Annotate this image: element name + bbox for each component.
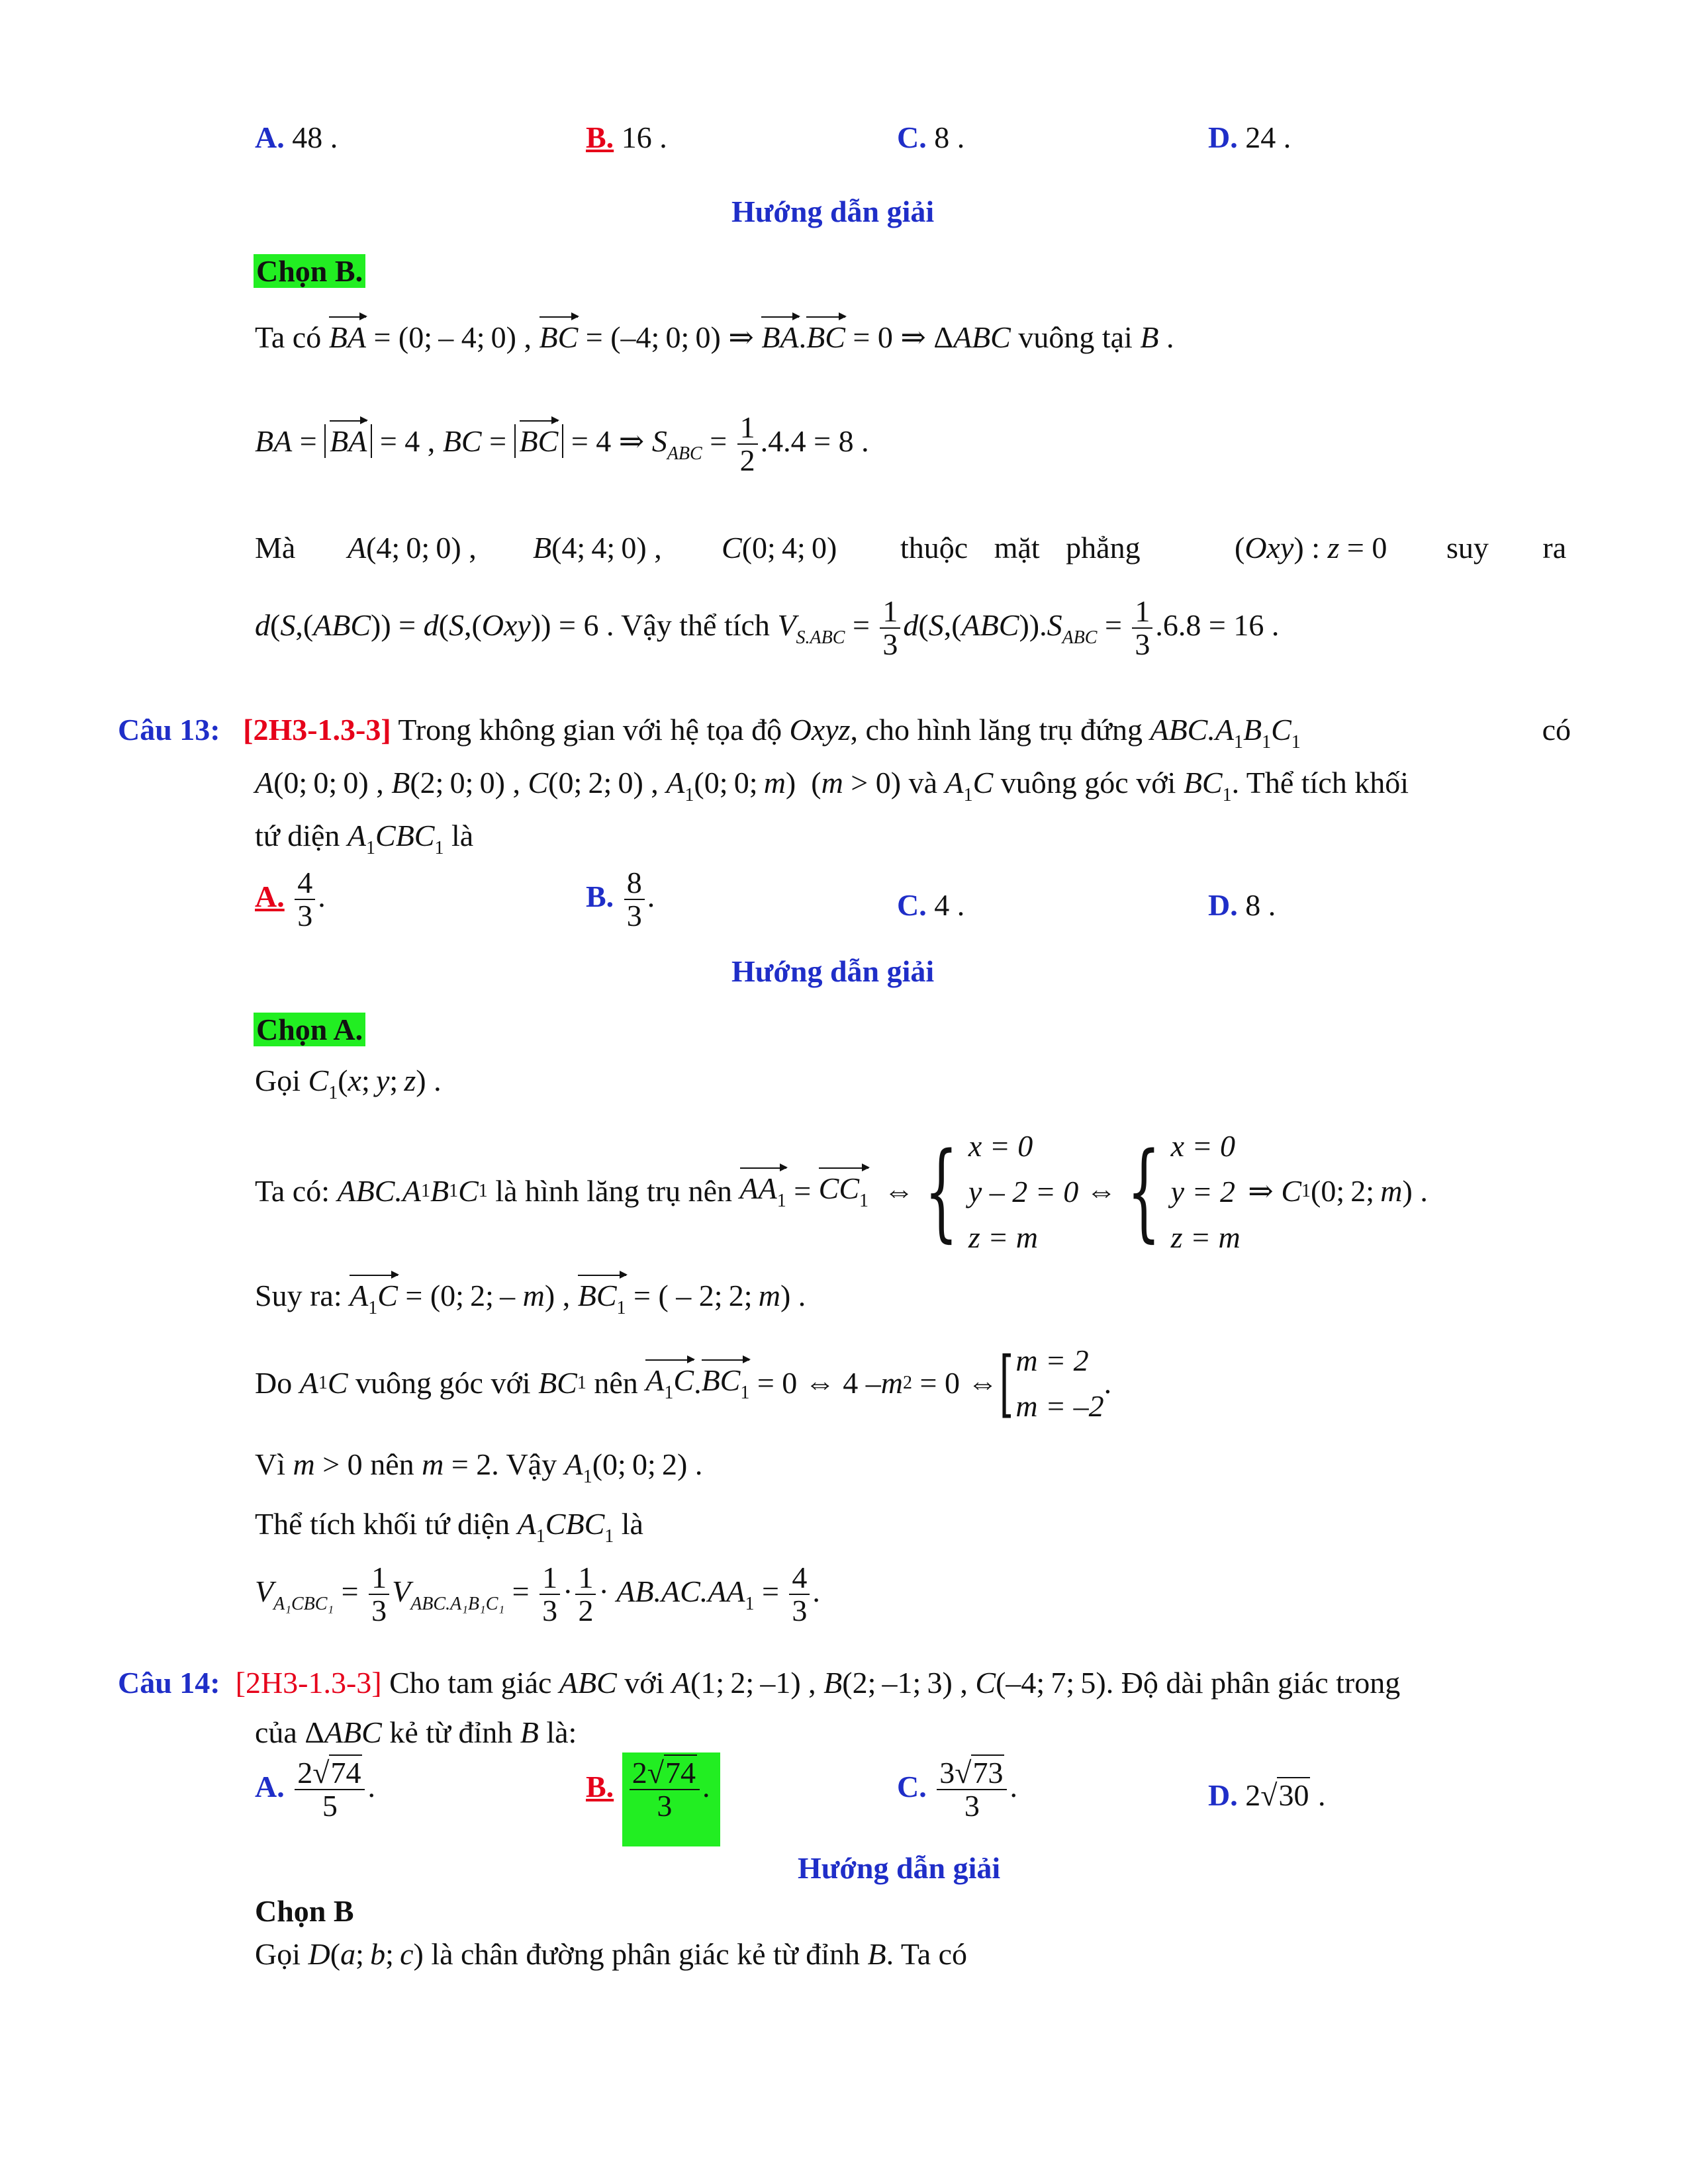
q12-option-c[interactable]: C. 8 . [897,120,965,154]
q13-stem-line-3: tứ diện $A_1CBC_1$ là [255,819,474,858]
q12-sol-line-4: d(S,(ABC)) = d(S,(Oxy)) = 6 . Vậy thể tích $V_{S.ABC}$ = $\frac{1}{3}$ $d(S,(ABC)).S_{ABC}$ = $\frac{1}{3}$ .6.8 = 16 . [255,594,1280,662]
q12-option-a[interactable]: A. 48 . [255,120,338,154]
q13-option-c[interactable]: C. 4 . [897,888,965,922]
q13-option-b[interactable]: B. $\frac{8}{3}$ . [586,866,655,933]
q12-sol-line-1: Ta có BA = (0; – 4; 0) , BC = (–4; 0; 0) ⇒ BA.BC = 0 ⇒ ΔABC vuông tại B . [255,319,1174,355]
q12-option-d[interactable]: D. 24 . [1208,120,1291,154]
q14-option-d[interactable]: D. 2√30 . [1208,1778,1326,1812]
q14-stem-line-1: Câu 14: [2H3-1.3-3] Cho tam giác ABC với A(1; 2; –1) , B(2; –1; 3) , C(–4; 7; 5). Độ dài phân giác trong [118,1666,1401,1700]
q14-stem-line-2: của ΔABC kẻ từ đỉnh B là: [255,1715,577,1749]
q12-choice: Chọn B. [254,253,365,289]
q12-option-b[interactable]: B. 16 . [586,120,667,154]
q14-option-b[interactable]: B. $\frac{2√74}{3}$ . [586,1756,710,1823]
q14-option-a[interactable]: A. $\frac{2√74}{5}$ . [255,1756,375,1823]
q13-sol-line-5: Vì m > 0 nên m = 2. Vậy $A_1(0$; 0; 2) . [255,1447,703,1487]
q14-sol-line-1: Gọi D(a; b; c) là chân đường phân giác kẻ từ đỉnh B. Ta có [255,1937,968,1971]
q13-sol-line-7: $V_{A_1CBC_1}$ = $\frac{1}{3}$ $V_{ABC.A_1B_1C_1}$ = $\frac{1}{3}$ · $\frac{1}{2}$ · $AB.AC.AA_1$ = $\frac{4}{3}$ . [255,1561,820,1628]
q13-sol-line-4: Do A 1 C vuông góc với BC 1 nên $A_1C$ . $BC_1$ = 0 ⇔ 4 – m 2 = 0 ⇔ [ m = 2 m = –2 . [255,1341,1112,1426]
q13-sol-line-1: Gọi $C_1(x$; y; z) . [255,1064,442,1103]
q13-sol-line-6: Thể tích khối tứ diện $A_1CBC_1$ là [255,1507,643,1547]
q13-sol-line-2: Ta có: ABC.A 1 B 1 C 1 là hình lăng trụ nên $AA_1$ = $CC_1$ ⇔ { x = 0 y – 2 = 0 z = m ⇔ { x = 0 y = 2 z = m ⇒ C 1 (0; 2; m ) . [255,1128,1428,1254]
q14-guide-title: Hướng dẫn giải [798,1851,1001,1885]
q12-guide-title: Hướng dẫn giải [731,195,935,228]
q13-option-d[interactable]: D. 8 . [1208,888,1276,922]
q14-option-c[interactable]: C. $\frac{3√73}{3}$ . [897,1756,1017,1823]
q13-option-a[interactable]: A. $\frac{4}{3}$ . [255,866,326,933]
q13-stem-line-1: Câu 13: [2H3-1.3-3] Trong không gian với hệ tọa độ Oxyz, cho hình lăng trụ đứng $ABC.A_1B_1C_1$ có [118,713,1571,752]
q13-guide-title: Hướng dẫn giải [731,954,935,988]
q13-stem-line-2: A(0; 0; 0) , B(2; 0; 0) , C(0; 2; 0) , $A_1(0$; 0; m) (m > 0) và $A_1C$ vuông góc với $BC_1$. Thể tích khối [255,766,1409,805]
q13-sol-line-3: Suy ra: $A_1C = (0$; 2; – m) , $BC_1$ = ( – 2; 2; m) . [255,1279,806,1318]
q14-choice: Chọn B [255,1894,354,1928]
q12-sol-line-2: BA = BA = 4 , BC = BC = 4 ⇒ $S_{ABC}$ = $\frac{1}{2}$ .4.4 = 8 . [255,410,869,478]
q13-choice: Chọn A. [254,1011,365,1048]
q14-options [255,1757,1513,1850]
